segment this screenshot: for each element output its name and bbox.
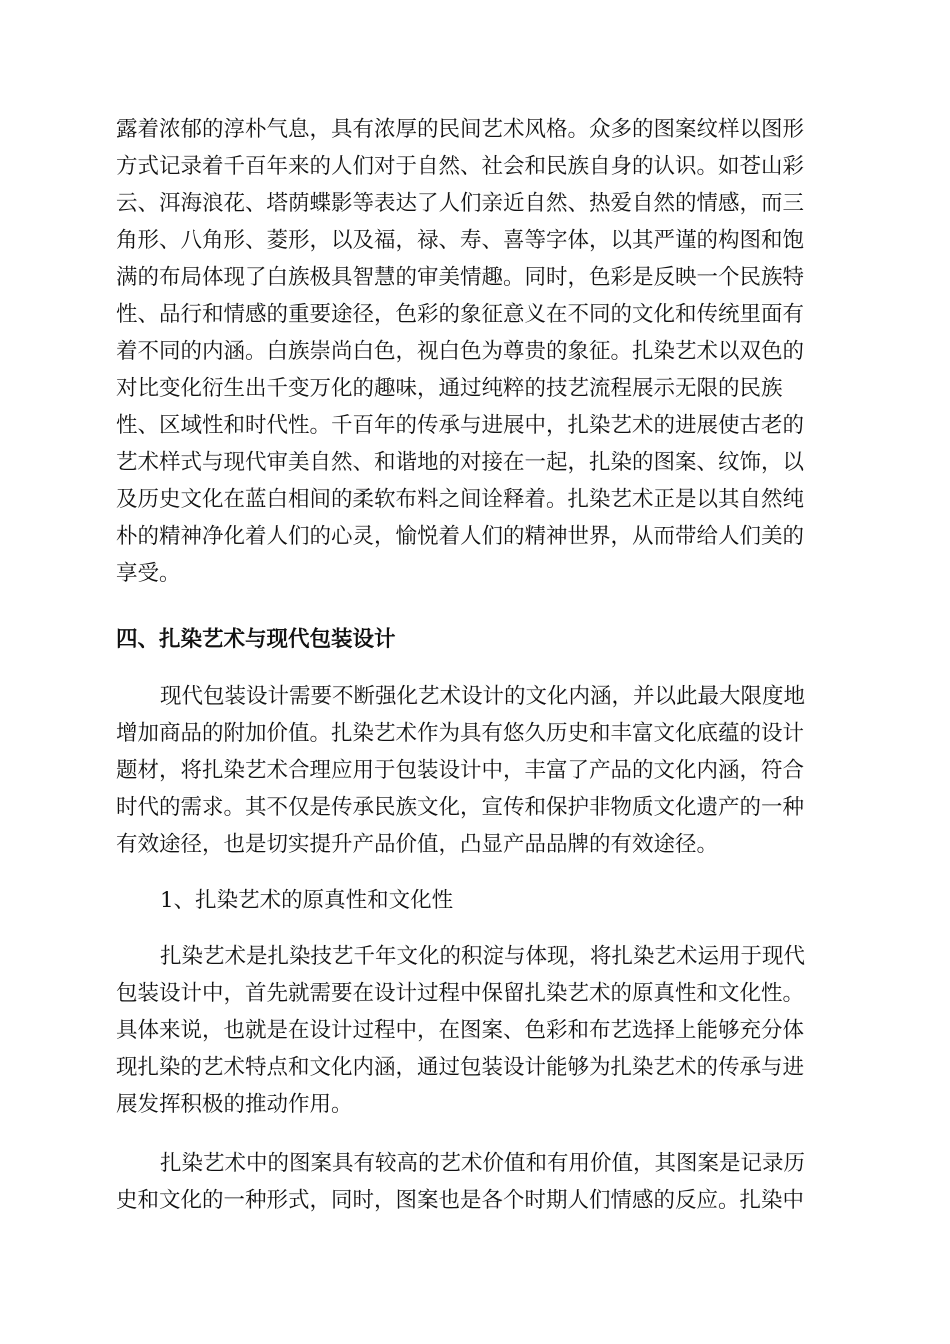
text-line: 满的布局体现了白族极具智慧的审美情趣。同时，色彩是反映一个民族特 <box>116 265 805 290</box>
text-line: 性、区域性和时代性。千百年的传承与进展中，扎染艺术的进展使古老的 <box>116 413 805 438</box>
text-line: 题材，将扎染艺术合理应用于包装设计中，丰富了产品的文化内涵，符合 <box>116 758 805 783</box>
subsection-heading: 1、扎染艺术的原真性和文化性 <box>160 888 454 913</box>
text-line: 露着浓郁的淳朴气息，具有浓厚的民间艺术风格。众多的图案纹样以图形 <box>116 117 805 142</box>
text-line: 扎染艺术中的图案具有较高的艺术价值和有用价值，其图案是记录历 <box>160 1151 806 1176</box>
text-line: 有效途径，也是切实提升产品价值，凸显产品品牌的有效途径。 <box>116 832 719 857</box>
text-line: 朴的精神净化着人们的心灵，愉悦着人们的精神世界，从而带给人们美的 <box>116 524 805 549</box>
text-line: 云、洱海浪花、塔荫蝶影等表达了人们亲近自然、热爱自然的情感，而三 <box>116 191 805 216</box>
text-line: 扎染艺术是扎染技艺千年文化的积淀与体现，将扎染艺术运用于现代 <box>160 944 806 969</box>
text-line: 享受。 <box>116 561 181 586</box>
text-line: 对比变化衍生出千变万化的趣味，通过纯粹的技艺流程展示无限的民族 <box>116 376 783 401</box>
text-line: 现扎染的艺术特点和文化内涵，通过包装设计能够为扎染艺术的传承与进 <box>116 1055 805 1080</box>
text-line: 展发挥积极的推动作用。 <box>116 1092 353 1117</box>
section-heading: 四、扎染艺术与现代包装设计 <box>116 627 396 652</box>
text-line: 具体来说，也就是在设计过程中，在图案、色彩和布艺选择上能够充分体 <box>116 1018 805 1043</box>
text-line: 角形、八角形、菱形，以及福，禄、寿、喜等字体，以其严谨的构图和饱 <box>116 228 805 253</box>
text-line: 性、品行和情感的重要途径，色彩的象征意义在不同的文化和传统里面有 <box>116 302 805 327</box>
text-line: 方式记录着千百年来的人们对于自然、社会和民族自身的认识。如苍山彩 <box>116 154 805 179</box>
text-line: 史和文化的一种形式，同时，图案也是各个时期人们情感的反应。扎染中 <box>116 1188 805 1213</box>
text-line: 着不同的内涵。白族崇尚白色，视白色为尊贵的象征。扎染艺术以双色的 <box>116 339 805 364</box>
text-line: 现代包装设计需要不断强化艺术设计的文化内涵，并以此最大限度地 <box>160 684 806 709</box>
text-line: 时代的需求。其不仅是传承民族文化，宣传和保护非物质文化遗产的一种 <box>116 795 805 820</box>
text-line: 包装设计中，首先就需要在设计过程中保留扎染艺术的原真性和文化性。 <box>116 981 805 1006</box>
text-line: 及历史文化在蓝白相间的柔软布料之间诠释着。扎染艺术正是以其自然纯 <box>116 487 805 512</box>
text-line: 增加商品的附加价值。扎染艺术作为具有悠久历史和丰富文化底蕴的设计 <box>116 721 805 746</box>
text-line: 艺术样式与现代审美自然、和谐地的对接在一起，扎染的图案、纹饰，以 <box>116 450 805 475</box>
